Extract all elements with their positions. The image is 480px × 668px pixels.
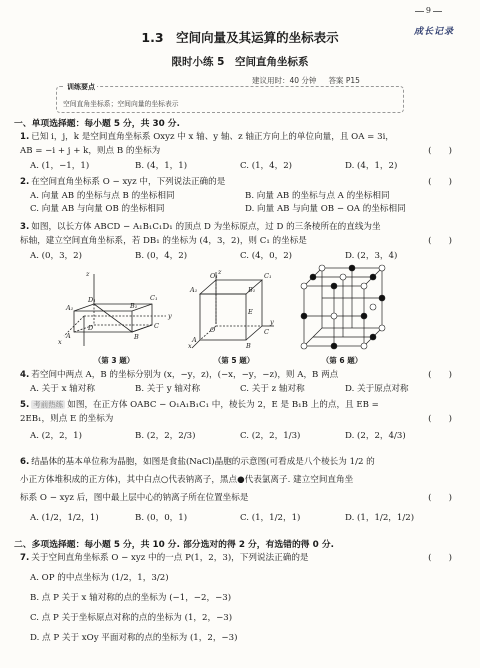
svg-text:A₁: A₁ bbox=[190, 286, 198, 294]
svg-text:B: B bbox=[246, 342, 251, 350]
svg-text:x: x bbox=[58, 338, 62, 346]
svg-text:B₁: B₁ bbox=[130, 302, 138, 310]
q5-options: A. (2，2，1) B. (2，2，2/3) C. (2，2，1/3) D. (2，2，4/3) bbox=[30, 431, 406, 441]
figure-q5-cube bbox=[186, 266, 278, 354]
question-4: 4. 若空间中两点 A，B 的坐标分别为 (x，−y，z)，(−x，−y，−z)，则 A，B 两点 ( ) bbox=[20, 370, 452, 380]
section-title: 1.3 空间向量及其运算的坐标表示 bbox=[141, 30, 339, 45]
q7-options: A. OP 的中点坐标为 (1/2，1，3/2) B. 点 P 关于 x 轴对称的点的坐标为 (−1，−2，−3) C. 点 P 关于坐标原点对称的点的坐标为 (1，2，−3) D. 点 P 关于 xOy 平面对称的点的坐标为 (1，2，−3) bbox=[30, 573, 238, 643]
q1-options: A. (1，−1，1) B. (4，1，1) C. (1，4，2) D. (4，1，2) bbox=[30, 161, 398, 171]
q3-options: A. (0，3，2) B. (0，4，2) C. (4，0，2) D. (2，3，4) bbox=[30, 251, 398, 261]
question-5: 5. 考前热练 如图，在正方体 OABC − O₁A₁B₁C₁ 中，棱长为 2，E 是 B₁B 上的点，且 EB = 2EB₁，则点 E 的坐标为 ( ) bbox=[20, 400, 452, 424]
figure-q6-nacl-crystal bbox=[294, 260, 390, 356]
exam-stamp: 考前热练 bbox=[33, 400, 64, 409]
svg-text:C: C bbox=[264, 328, 269, 336]
svg-text:A: A bbox=[192, 336, 197, 344]
question-2: 2. 在空间直角坐标系 O − xyz 中，下列说法正确的是 ( ) bbox=[20, 177, 452, 187]
svg-text:B₁: B₁ bbox=[248, 286, 256, 294]
svg-text:C: C bbox=[154, 322, 159, 330]
svg-text:y: y bbox=[270, 318, 274, 326]
answer-ref: 答案 P15 bbox=[328, 76, 360, 85]
brand-label: 成长记录 bbox=[413, 27, 454, 37]
section-single-choice: 一、单项选择题：每小题 5 分，共 30 分. bbox=[14, 119, 180, 129]
svg-text:B: B bbox=[134, 333, 139, 341]
svg-text:D: D bbox=[88, 324, 94, 332]
svg-text:O₁: O₁ bbox=[210, 272, 218, 280]
svg-text:A₁: A₁ bbox=[66, 304, 74, 312]
figure-caption-q5: （第 5 题） bbox=[213, 356, 255, 365]
q2-options: A. 向量 AB 的坐标与点 B 的坐标相同 B. 向量 AB 的坐标与点 A 的坐标相同 C. 向量 AB 与向量 OB 的坐标相同 D. 向量 AB 与向量 OB − OA 的坐标相同 bbox=[30, 191, 406, 214]
figure-caption-q6: （第 6 题） bbox=[321, 356, 363, 365]
figure-caption-q3: （第 3 题） bbox=[93, 356, 135, 365]
svg-text:z: z bbox=[86, 270, 90, 278]
svg-text:C₁: C₁ bbox=[150, 294, 158, 302]
exercise-subtitle: 限时小练 5 空间直角坐标系 bbox=[171, 56, 309, 68]
time-meta: 建议用时：40 分钟 答案 P15 bbox=[252, 76, 360, 85]
svg-text:A: A bbox=[66, 332, 71, 340]
figure-q3-cuboid bbox=[54, 266, 174, 352]
question-7: 7. 关于空间直角坐标系 O − xyz 中的一点 P(1，2，3)，下列说法正确的是 ( ) bbox=[20, 553, 452, 563]
drill-text: 空间直角坐标系；空间向量的坐标表示 bbox=[63, 100, 179, 108]
page-number: 9 bbox=[413, 6, 444, 15]
q4-options: A. 关于 x 轴对称 B. 关于 y 轴对称 C. 关于 z 轴对称 D. 关于原点对称 bbox=[30, 384, 409, 394]
question-3: 3. 如图，以长方体 ABCD − A₁B₁C₁D₁ 的顶点 D 为坐标原点，过 D 的三条棱所在的直线为坐 标轴，建立空间直角坐标系，若 DB₁ 的坐标为 (4，3，2)，则 C₁ 的坐标是 ( ) bbox=[20, 222, 452, 246]
svg-text:D₁: D₁ bbox=[88, 296, 96, 304]
svg-text:E: E bbox=[248, 308, 253, 316]
section-multi-choice: 二、多项选择题：每小题 5 分，共 10 分. 部分选对的得 2 分，有选错的得 0 分. bbox=[14, 540, 334, 550]
svg-text:C₁: C₁ bbox=[264, 272, 272, 280]
drill-box bbox=[56, 83, 404, 113]
svg-text:z: z bbox=[218, 268, 222, 276]
drill-tag: 训练要点 bbox=[67, 83, 95, 91]
svg-text:x: x bbox=[188, 342, 192, 350]
q6-options: A. (1/2，1/2，1) B. (0，0，1) C. (1，1/2，1) D. (1，1/2，1/2) bbox=[30, 513, 415, 523]
svg-text:y: y bbox=[168, 312, 172, 320]
question-6: 6. 结晶体的基本单位称为晶胞，如图是食盐(NaCl)晶胞的示意图(可看成是八个棱长为 1/2 的 小正方体堆积成的正方体)，其中白点○代表钠离子，黑点●代表氯离子. 建立空间直角坐 标系 O − xyz 后，图中最上层中心的钠离子所在位置坐标是 ( ) bbox=[20, 457, 452, 503]
svg-text:O: O bbox=[210, 326, 216, 334]
question-1: 1. 已知 i，j，k 是空间直角坐标系 Oxyz 中 x 轴、y 轴、z 轴正方向上的单位向量，且 OA = 3i， AB = −i + j + k，则点 B 的坐标为 ( ) bbox=[20, 132, 452, 156]
